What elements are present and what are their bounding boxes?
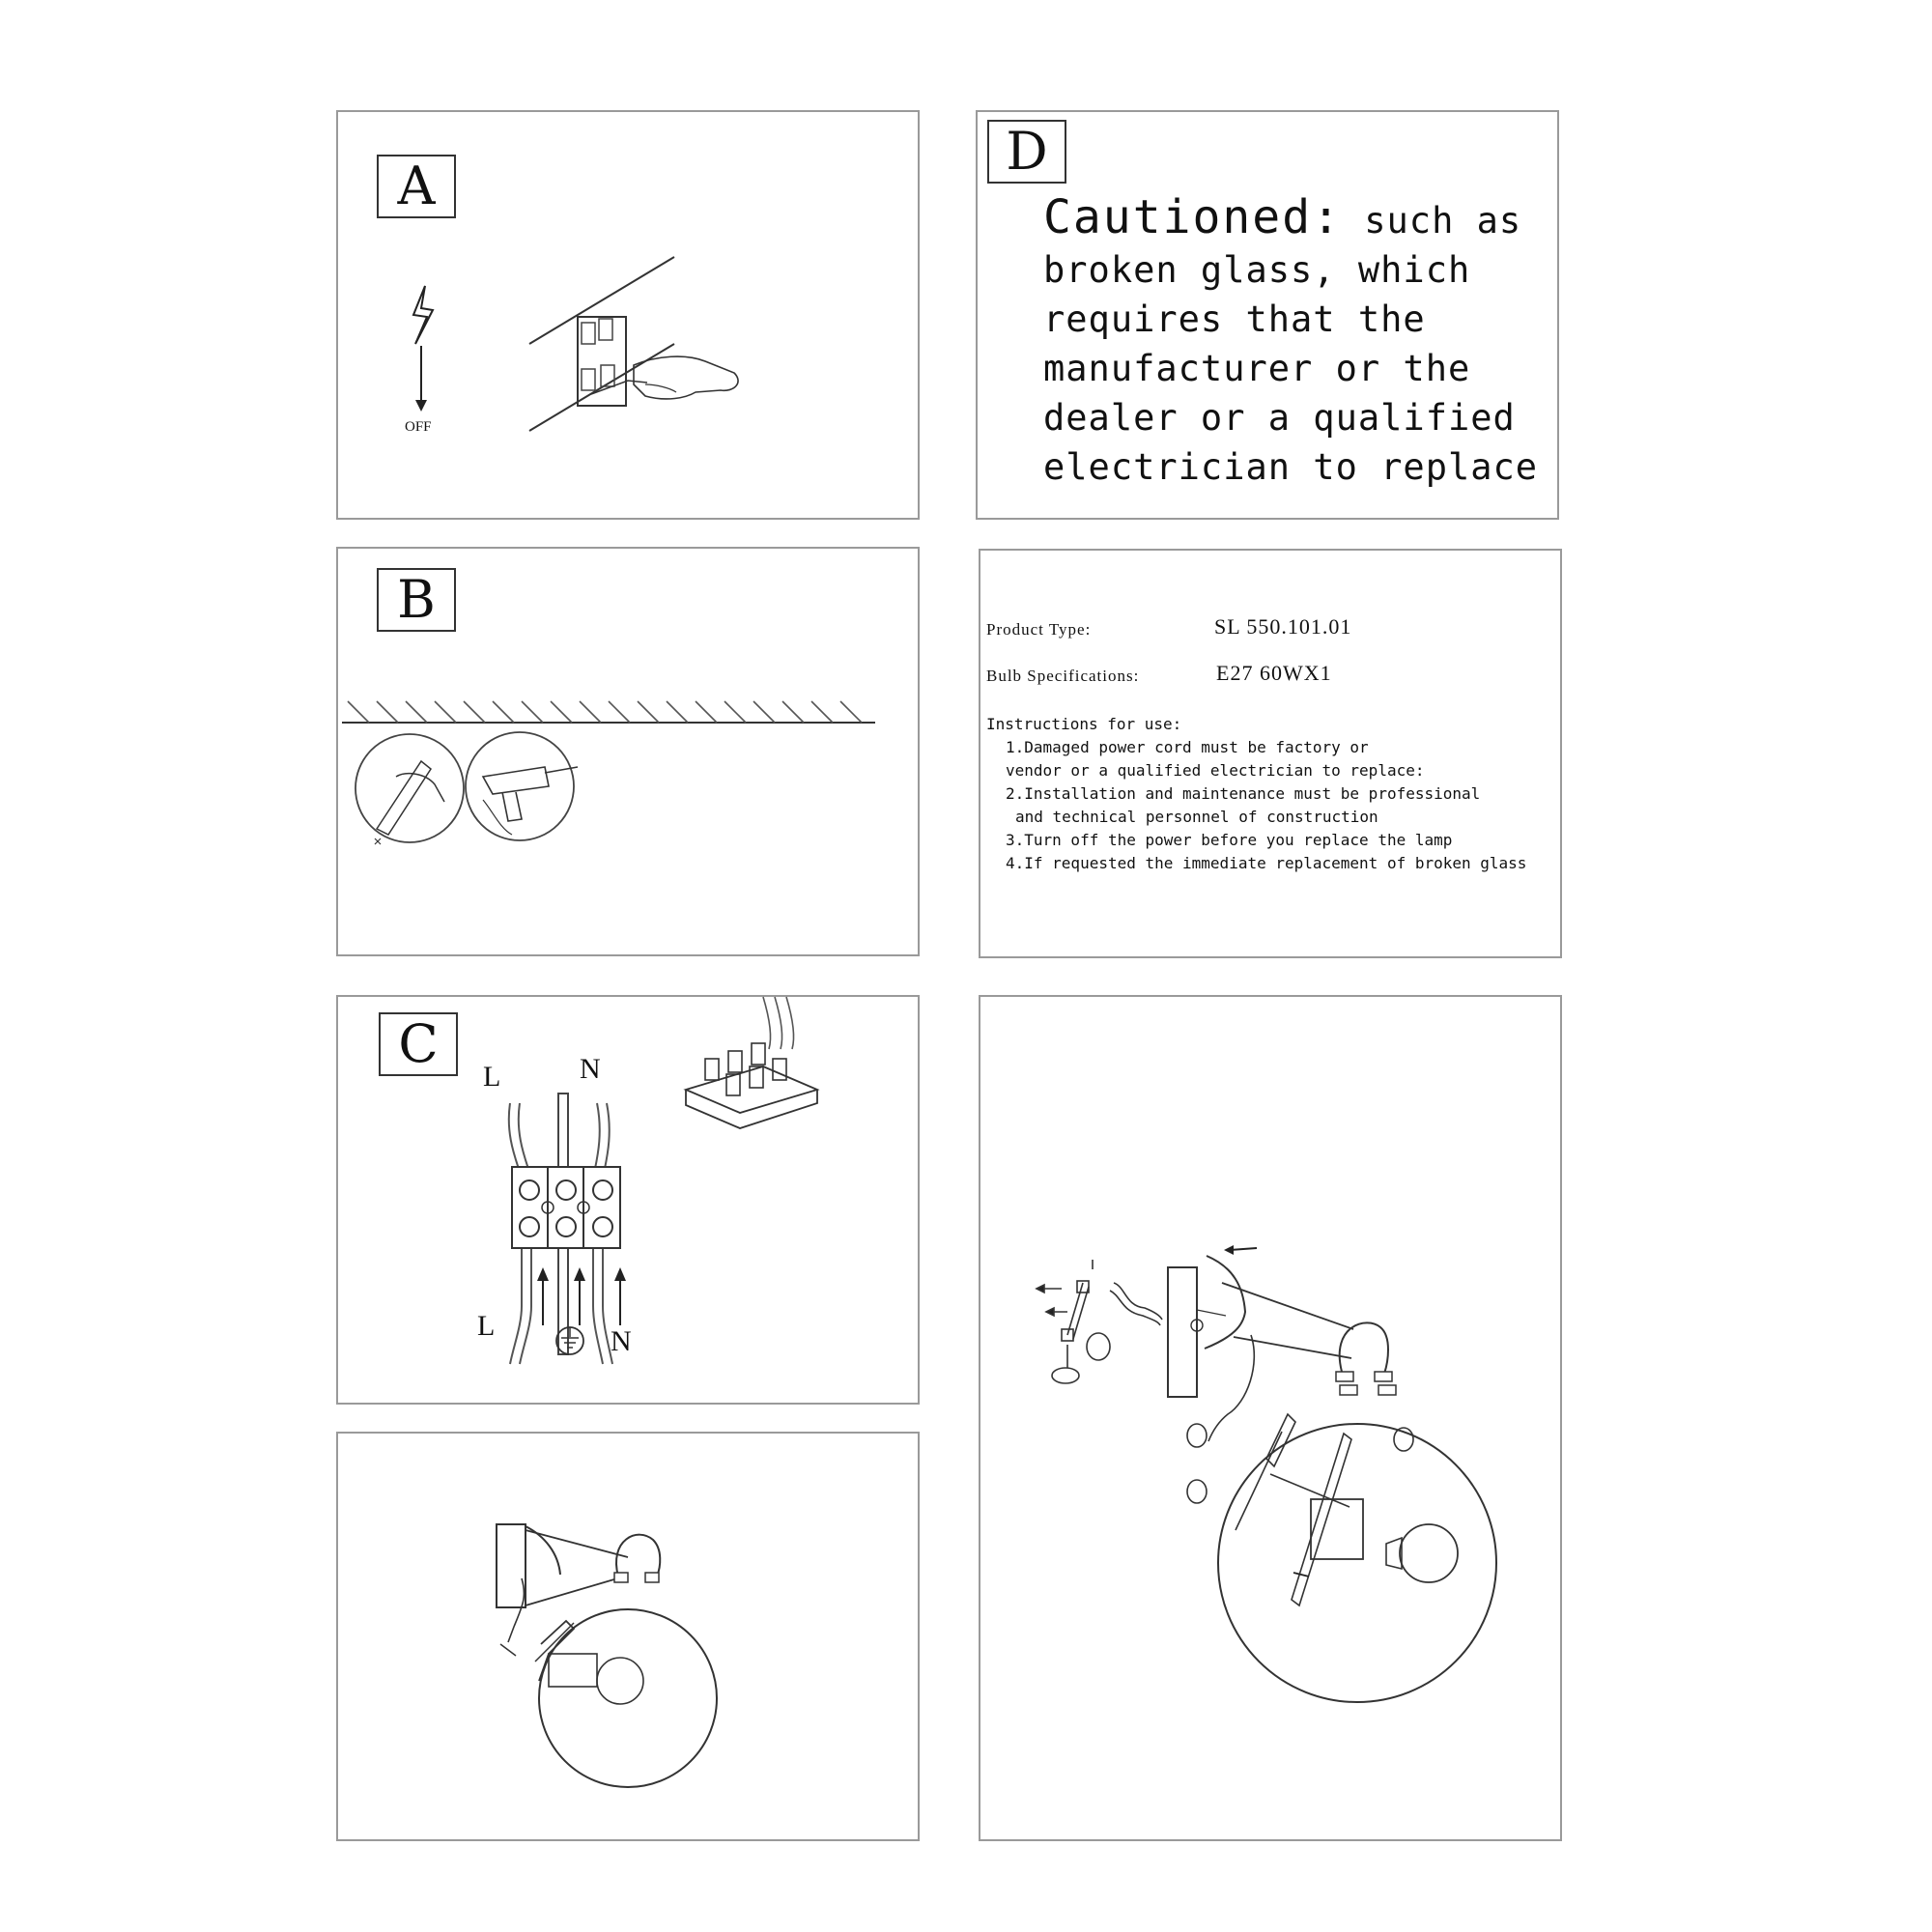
- panel-exploded-view: [979, 995, 1562, 1841]
- wall-plate: [497, 1524, 526, 1607]
- caution-text: [1043, 190, 1584, 492]
- product-type-value: SL 550.101.01: [1214, 614, 1352, 639]
- instruction-item-1: 1.Damaged power cord must be factory or: [1006, 738, 1369, 756]
- bulb-spec-label: Bulb Specifications:: [986, 667, 1140, 685]
- panel-c: [336, 995, 920, 1405]
- panel-d: [976, 110, 1559, 520]
- connector-block-icon: [686, 997, 817, 1128]
- panel-label-d: [987, 120, 1066, 184]
- wire-label-n-bottom: N: [611, 1325, 632, 1357]
- off-label: OFF: [405, 419, 432, 435]
- instruction-item-4: 4.If requested the immediate replacement of broken glass: [1006, 854, 1527, 872]
- panel-label-d-text: D: [1006, 121, 1048, 182]
- drill-circle-icon: [466, 732, 574, 840]
- wire-label-l-top: L: [483, 1061, 501, 1093]
- assembled-lamp-illustration: [338, 1434, 922, 1843]
- product-type-label: Product Type:: [986, 620, 1092, 639]
- marking-circle-icon: [355, 734, 464, 842]
- wire-label-l-bottom: L: [477, 1310, 496, 1342]
- panel-label-a-text: A: [397, 156, 436, 216]
- wall-bracket: [1168, 1267, 1197, 1397]
- bulb-icon: [597, 1658, 643, 1704]
- panel-a: [336, 110, 920, 520]
- bulb-spec-value: E27 60WX1: [1216, 661, 1332, 685]
- power-off-illustration: [338, 112, 922, 522]
- wire-label-n-top: N: [580, 1053, 601, 1085]
- instruction-item-2-cont: and technical personnel of construction: [1015, 808, 1378, 826]
- lightning-icon: [413, 286, 433, 344]
- terminal-block-icon: [512, 1167, 620, 1248]
- exploded-lamp-illustration: [980, 997, 1564, 1843]
- instructions-block: [986, 713, 1526, 875]
- panel-assembled-lamp: [336, 1432, 920, 1841]
- exploded-bulb-icon: [1400, 1524, 1458, 1582]
- panel-b: [336, 547, 920, 956]
- caution-line-0: such as: [1341, 200, 1522, 242]
- panel-label-c-text: C: [398, 1013, 439, 1074]
- panel-specifications: [979, 549, 1562, 958]
- caution-line-2: requires that the: [1043, 298, 1426, 340]
- caution-head: Cautioned:: [1043, 190, 1342, 244]
- switch-panel-icon: [578, 317, 647, 406]
- caution-line-5: electrician to replace: [1043, 446, 1539, 488]
- panel-label-b-text: B: [397, 569, 436, 630]
- instruction-item-1-cont: vendor or a qualified electrician to replace:: [1006, 761, 1425, 780]
- instruction-item-3: 3.Turn off the power before you replace the lamp: [1006, 831, 1453, 849]
- exploded-glass-globe: [1218, 1424, 1496, 1702]
- caution-line-1: broken glass, which: [1043, 249, 1471, 291]
- mounting-hardware-icon: [1037, 1260, 1162, 1383]
- hand-icon: [634, 356, 738, 399]
- caution-line-4: dealer or a qualified: [1043, 397, 1516, 439]
- instruction-item-2: 2.Installation and maintenance must be professional: [1006, 784, 1481, 803]
- caution-line-3: manufacturer or the: [1043, 348, 1471, 389]
- instructions-title: Instructions for use:: [986, 715, 1182, 733]
- drilling-illustration: [338, 549, 922, 958]
